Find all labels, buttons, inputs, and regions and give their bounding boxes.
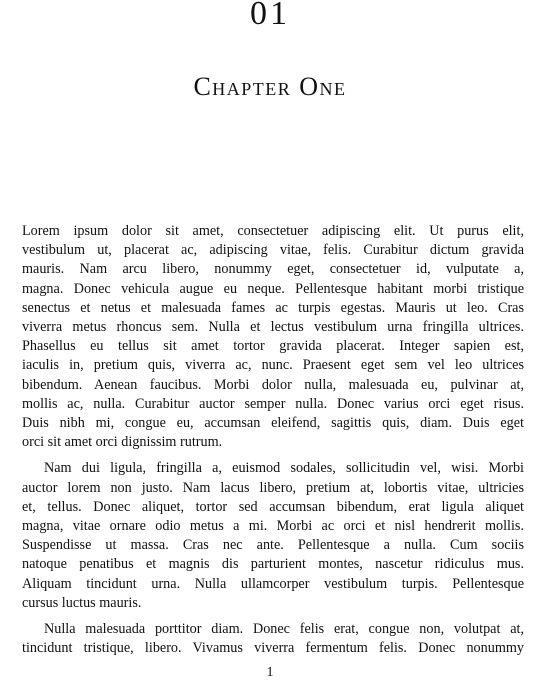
text-line: mollis ac, nulla. Curabitur auctor semper nulla. Donec varius orci eget risus.	[22, 395, 524, 412]
text-line: auctor lorem non justo. Nam lacus libero, pretium at, lobortis vitae, ultricies	[22, 479, 524, 496]
text-line: bibendum. Aenean faucibus. Morbi dolor nulla, malesuada eu, pulvinar at,	[22, 376, 524, 393]
text-line: Lorem ipsum dolor sit amet, consectetuer adipiscing elit. Ut purus elit,	[22, 223, 524, 239]
text-line: vestibulum ut, placerat ac, adipiscing vitae, felis. Curabitur dictum gravida	[22, 242, 524, 259]
text-line: natoque penatibus et magnis dis parturient montes, nascetur ridiculus mus.	[22, 556, 524, 573]
text-line: magna. Donec vehicula augue eu neque. Pellentesque habitant morbi tristique	[22, 280, 524, 297]
text-line: orci sit amet orci dignissim rutrum.	[22, 434, 223, 451]
text-line: viverra metus rhoncus sem. Nulla et lectus vestibulum urna fringilla ultrices.	[22, 319, 524, 336]
chapter-number: 01	[250, 0, 290, 32]
text-line: Aliquam tincidunt urna. Nulla ullamcorper vestibulum turpis. Pellentesque	[22, 575, 524, 592]
text-line: Nam dui ligula, fringilla a, euismod sodales, sollicitudin vel, wisi. Morbi	[44, 460, 524, 477]
body-text	[22, 222, 524, 658]
page-number: 1	[266, 665, 274, 680]
text-line: tincidunt tristique, libero. Vivamus viverra fermentum felis. Donec nonummy	[22, 640, 524, 657]
text-line: mauris. Nam arcu libero, nonummy eget, consectetuer id, vulputate a,	[22, 261, 524, 278]
text-line: Duis nibh mi, congue eu, accumsan eleifend, sagittis quis, diam. Duis eget	[22, 415, 524, 432]
text-line: Suspendisse ut massa. Cras nec ante. Pellentesque a nulla. Cum sociis	[22, 537, 524, 554]
paragraph-1	[22, 222, 524, 452]
paragraph-3	[22, 620, 524, 658]
text-line: et, tellus. Donec aliquet, tortor sed accumsan bibendum, erat ligula aliquet	[22, 498, 524, 515]
chapter-title: Chapter One	[193, 72, 347, 101]
text-line: magna, vitae ornare odio metus a mi. Morbi ac orci et nisl hendrerit mollis.	[22, 518, 524, 535]
paragraph-2	[22, 459, 524, 613]
text-line: cursus luctus mauris.	[22, 594, 142, 611]
text-line: Phasellus eu tellus sit amet tortor gravida placerat. Integer sapien est,	[22, 338, 524, 355]
text-line: Nulla malesuada porttitor diam. Donec felis erat, congue non, volutpat at,	[44, 621, 524, 638]
text-line: senectus et netus et malesuada fames ac turpis egestas. Mauris ut leo. Cras	[22, 299, 524, 316]
text-line: iaculis in, pretium quis, viverra ac, nunc. Praesent eget sem vel leo ultrices	[22, 357, 524, 374]
